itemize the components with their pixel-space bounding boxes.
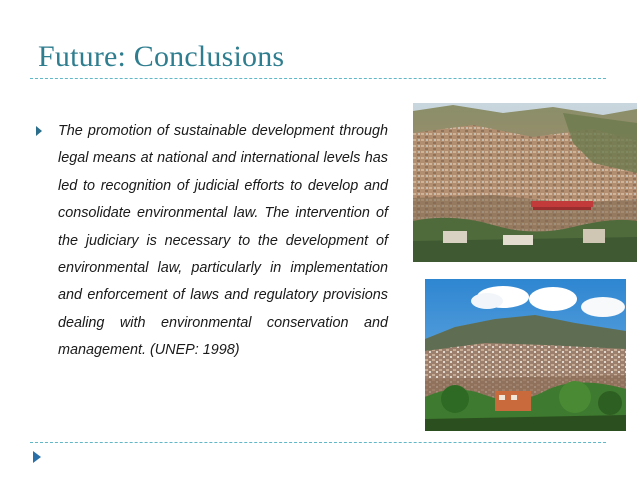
mountain-city-photo bbox=[425, 279, 626, 431]
next-slide-arrow-icon[interactable] bbox=[33, 451, 41, 463]
slide-title: Future: Conclusions bbox=[38, 40, 285, 73]
city-hillside-photo bbox=[413, 103, 637, 262]
bullet-text: The promotion of sustainable development through legal means at national and international levels has led to recognition of judicial efforts to develop and consolidate environmental law. The intervention of the judiciary is necessary to the development of environmental law, particularly in implementation and enforcement of laws and regulatory provisions dealing with environmental conservation and management. (UNEP: 1998) bbox=[58, 123, 388, 359]
footer-divider bbox=[30, 442, 606, 443]
triangle-right-icon bbox=[36, 126, 42, 136]
title-divider bbox=[30, 78, 606, 79]
